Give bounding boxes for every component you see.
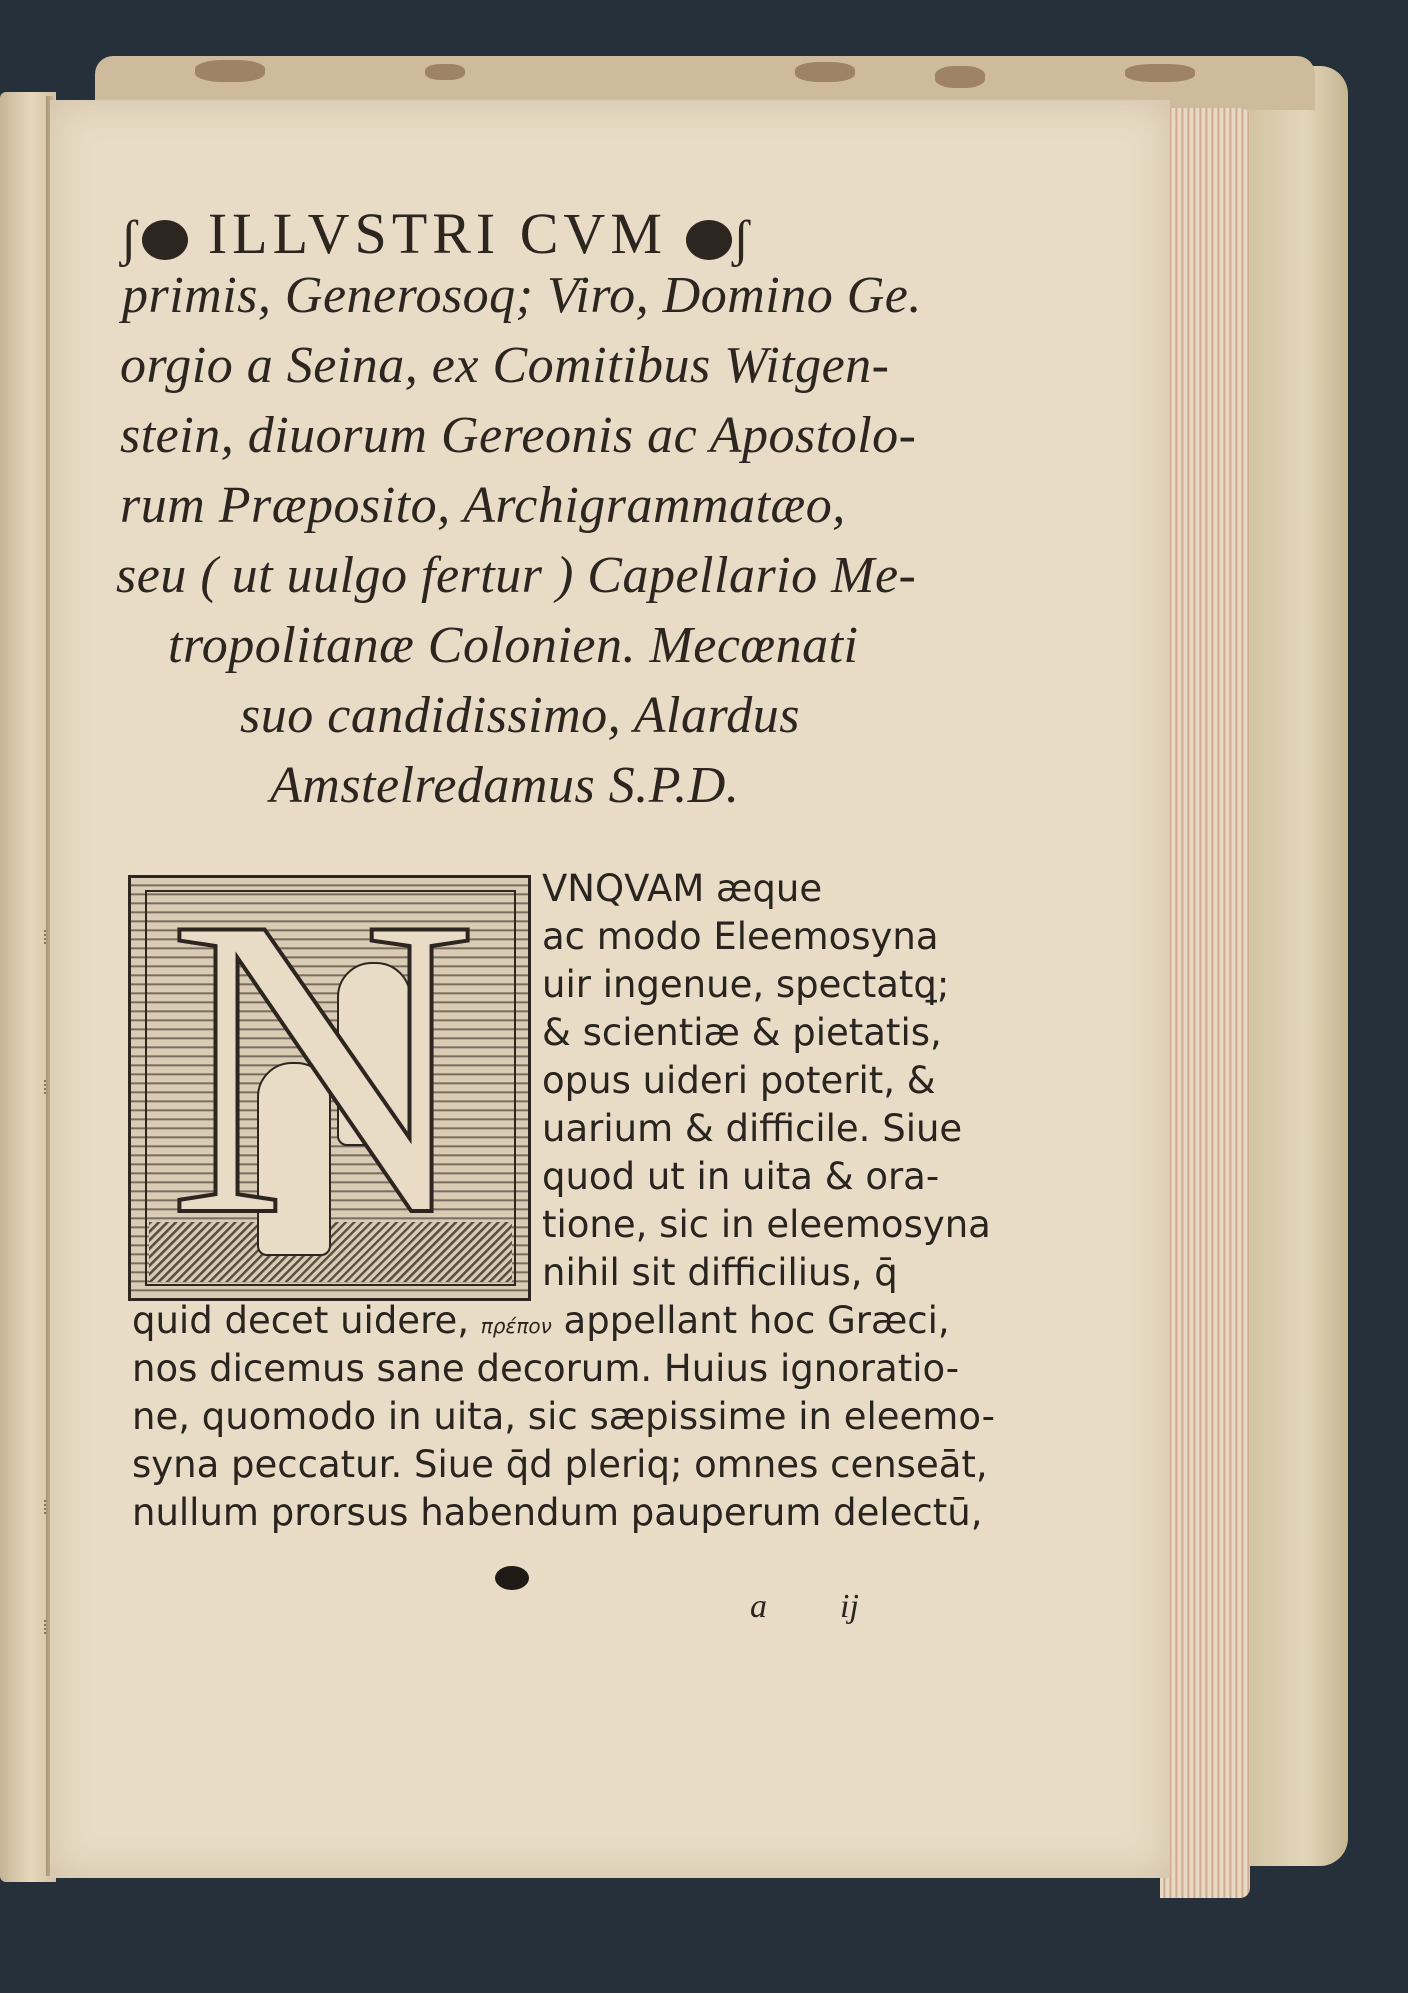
body-line-8: tione, sic in eleemosyna bbox=[542, 1203, 991, 1246]
heading-line-1: ʃ ILLVSTRI CVM ʃ bbox=[120, 201, 755, 269]
signature-number: ij bbox=[840, 1588, 859, 1625]
ornament-hook-icon: ʃ bbox=[120, 211, 143, 269]
heading-line-2: primis, Generosoq; Viro, Domino Ge. bbox=[122, 267, 922, 324]
ornament-hook-icon: ʃ bbox=[732, 211, 755, 269]
heading-line-4: stein, diuorum Gereonis ac Apostolo- bbox=[120, 407, 917, 464]
page-stack-edges bbox=[1160, 108, 1250, 1898]
heading-line-6: seu ( ut uulgo fertur ) Capellario Me- bbox=[116, 547, 917, 604]
greek-word: πρέπον bbox=[480, 1314, 552, 1338]
body-line-9: nihil sit difficilius, q̄ bbox=[542, 1251, 898, 1294]
body-line-13: syna peccatur. Siue q̄d pleriq; omnes censeāt, bbox=[132, 1443, 988, 1486]
body-line-11: nos dicemus sane decorum. Huius ignoratio- bbox=[132, 1347, 960, 1390]
body-line-1: VNQVAM æque bbox=[542, 867, 823, 910]
body-line-3: uir ingenue, spectatꝗ; bbox=[542, 963, 950, 1006]
body-line-14: nullum prorsus habendum pauperum delectū, bbox=[132, 1491, 983, 1534]
body-line-2: ac modo Eleemosyna bbox=[542, 915, 939, 958]
vellum-cover bbox=[1240, 66, 1348, 1866]
body-line-7: quod ut in uita & ora- bbox=[542, 1155, 940, 1198]
body-line-12: ne, quomodo in uita, sic sæpissime in eleemo- bbox=[132, 1395, 996, 1438]
heading-line-7: tropolitanæ Colonien. Mecœnati bbox=[168, 617, 859, 674]
body-line-5: opus uideri poterit, & bbox=[542, 1059, 936, 1102]
heading-line-9: Amstelredamus S.P.D. bbox=[270, 757, 740, 814]
fleuron-icon bbox=[686, 220, 732, 260]
book-page bbox=[50, 100, 1170, 1878]
signature-mark: a bbox=[750, 1588, 767, 1625]
body-line-6: uarium & difficile. Siue bbox=[542, 1107, 963, 1150]
heading-line-3: orgio a Seina, ex Comitibus Witgen- bbox=[120, 337, 890, 394]
body-line-4: & scientiæ & pietatis, bbox=[542, 1011, 942, 1054]
woodcut-initial bbox=[128, 829, 531, 1305]
initial-letter: N bbox=[167, 829, 478, 1305]
body-line-10: quid decet uidere, πρέπον appellant hoc Græci, bbox=[132, 1299, 950, 1342]
heading-line-8: suo candidissimo, Alardus bbox=[240, 687, 800, 744]
ink-blot bbox=[495, 1566, 529, 1590]
heading-line-5: rum Præposito, Archigrammatæo, bbox=[120, 477, 846, 534]
fleuron-icon bbox=[142, 220, 188, 260]
